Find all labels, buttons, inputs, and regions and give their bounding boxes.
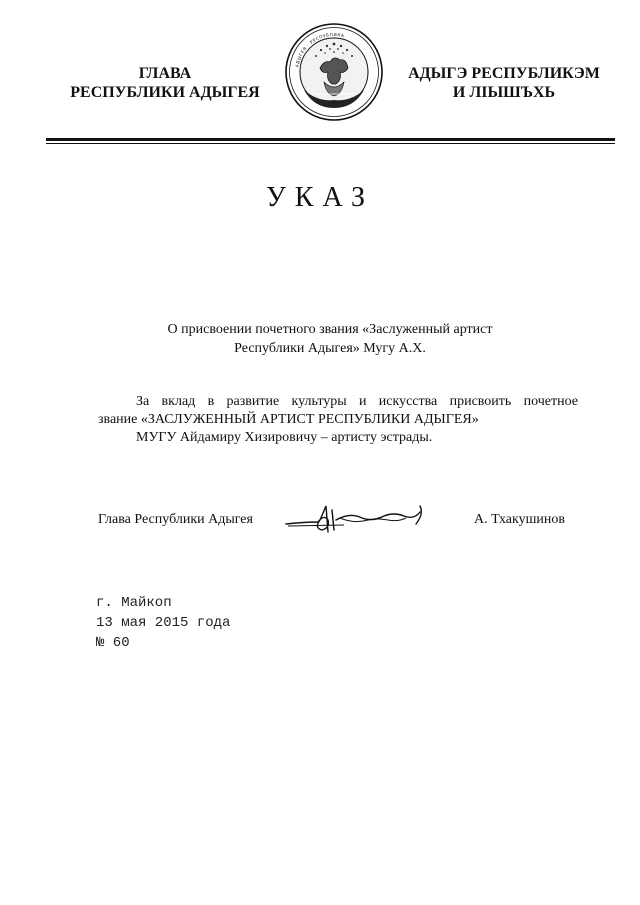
header-divider-thin [46,143,615,144]
header-divider-thick [46,138,615,141]
body-line: звание «ЗАСЛУЖЕННЫЙ АРТИСТ РЕСПУБЛИКИ АДЫГЕЯ» [98,412,479,427]
document-number: № 60 [96,635,130,651]
svg-text:АДЫГЕЯ · РЕСПУБЛИКА: АДЫГЕЯ · РЕСПУБЛИКА [294,31,346,68]
handwritten-signature-icon [284,502,434,538]
header-right-line: АДЫГЭ РЕСПУБЛИКЭМ [408,65,600,82]
document-meta [96,593,230,653]
state-emblem-seal-icon [284,22,384,122]
header-right-title [388,64,620,102]
subject-line: Республики Адыгея» Мугу А.Х. [234,341,426,356]
header-right-line: И ЛІЫШЪХЬ [452,84,556,101]
subject-line: О присвоении почетного звания «Заслуженный артист [167,322,493,337]
document-body [98,393,578,447]
document-title: УКАЗ [265,182,375,213]
signatory-name: А. Тхакушинов [474,512,565,527]
document-subject [120,320,540,358]
document-date: 13 мая 2015 года [96,615,231,631]
body-line: МУГУ Айдамиру Хизировичу – артисту эстрады. [136,430,433,445]
header-left-line: РЕСПУБЛИКИ АДЫГЕЯ [70,84,260,101]
signatory-title: Глава Республики Адыгея [98,512,253,527]
body-line: За вклад в развитие культуры и искусства присвоить почетное [136,394,578,409]
document-city: г. Майкоп [96,595,172,611]
header-left-title [40,64,290,102]
header-left-line: ГЛАВА [138,65,192,82]
